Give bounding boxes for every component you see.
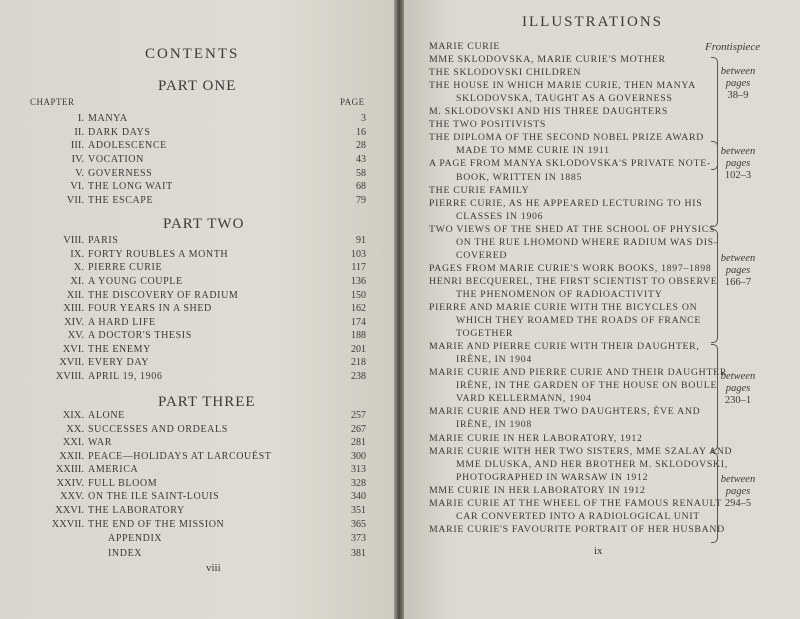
illustration-line: MARIE CURIE IN HER LABORATORY, 1912 [429, 432, 643, 444]
chapter-column-label: CHAPTER [30, 97, 75, 107]
between-pages-word: between [720, 146, 756, 157]
illustration-line: PHOTOGRAPHED IN WARSAW IN 1912 [456, 471, 649, 483]
contents-row [0, 505, 394, 518]
between-pages-label [714, 253, 762, 289]
page-range: 166–7 [724, 277, 752, 288]
page-range: 230–1 [724, 395, 752, 406]
contents-row [0, 357, 394, 370]
chapter-page: 79 [356, 195, 366, 206]
illustration-line: MARIE CURIE AT THE WHEEL OF THE FAMOUS RENAULT [429, 497, 722, 509]
chapter-page: 373 [351, 533, 366, 544]
chapter-number: VII. [66, 195, 84, 206]
illustration-line: MADE TO MME CURIE IN 1911 [456, 145, 610, 157]
chapter-page: 117 [351, 262, 366, 273]
book-gutter [394, 0, 404, 619]
contents-row [0, 410, 394, 423]
illustration-line: CAR CONVERTED INTO A RADIOLOGICAL UNIT [456, 510, 700, 522]
illustration-line: M. SKLODOVSKI AND HIS THREE DAUGHTERS [429, 106, 669, 118]
chapter-page: 351 [351, 505, 366, 516]
part-three-heading: PART THREE [158, 394, 256, 410]
contents-row [0, 262, 394, 275]
chapter-number: XXII. [59, 451, 84, 462]
illustration-line: VARD KELLERMANN, 1904 [456, 393, 592, 405]
part-one-heading: PART ONE [158, 78, 237, 94]
chapter-title: THE LONG WAIT [88, 181, 173, 192]
chapter-page: 201 [351, 344, 366, 355]
chapter-page: 16 [356, 127, 366, 138]
page-column-label: PAGE [340, 97, 365, 107]
frontispiece-label: Frontispiece [705, 41, 761, 53]
page-range: 294–5 [724, 498, 752, 509]
between-pages-word: between [720, 371, 756, 382]
chapter-number: XXI. [62, 437, 84, 448]
illustration-line: A PAGE FROM MANYA SKLODOVSKA'S PRIVATE NOTE- [429, 158, 711, 170]
illustration-line: THE CURIE FAMILY [429, 184, 530, 196]
illustration-line: SKLODOVSKA, TAUGHT AS A GOVERNESS [456, 93, 673, 105]
chapter-title: PARIS [88, 235, 119, 246]
illustrations-heading: ILLUSTRATIONS [522, 14, 663, 30]
illustration-line: MARIE CURIE [429, 41, 501, 52]
contents-row [0, 548, 394, 561]
chapter-number: XXIV. [56, 478, 84, 489]
illustration-line: WHICH THEY ROAMED THE ROADS OF FRANCE [456, 315, 702, 327]
illustration-line: PAGES FROM MARIE CURIE'S WORK BOOKS, 1897–1898 [429, 262, 712, 274]
illustration-line: MARIE AND PIERRE CURIE WITH THEIR DAUGHTER, [429, 341, 700, 353]
contents-row [0, 127, 394, 140]
chapter-title: MANYA [88, 113, 128, 124]
chapter-number: XIX. [62, 410, 84, 421]
chapter-number: VIII. [63, 235, 84, 246]
page-number-left: viii [206, 562, 221, 574]
illustration-line: ON THE RUE LHOMOND WHERE RADIUM WAS DIS- [456, 236, 718, 248]
contents-row [0, 344, 394, 357]
chapter-title: AMERICA [88, 464, 139, 475]
chapter-title: FULL BLOOM [88, 478, 158, 489]
between-pages-word: between [720, 66, 756, 77]
illustration-line: THE DIPLOMA OF THE SECOND NOBEL PRIZE AWARD [429, 132, 705, 144]
chapter-number: X. [73, 262, 84, 273]
chapter-page: 162 [351, 303, 366, 314]
chapter-title: PIERRE CURIE [88, 262, 163, 273]
chapter-page: 103 [351, 249, 366, 260]
contents-row [0, 154, 394, 167]
illustration-line: IRÈNE, IN 1908 [456, 419, 532, 431]
illustration-line: MME DLUSKA, AND HER BROTHER M. SKLODOVSKI, [456, 458, 728, 470]
chapter-number: I. [77, 113, 84, 124]
illustration-line: CLASSES IN 1906 [456, 210, 544, 222]
illustration-line: MARIE CURIE AND PIERRE CURIE AND THEIR DAUGHTER [429, 367, 728, 379]
chapter-title: A DOCTOR'S THESIS [88, 330, 192, 341]
chapter-title: PEACE—HOLIDAYS AT LARCOUËST [88, 451, 272, 462]
chapter-title: WAR [88, 437, 113, 448]
left-page-contents [0, 0, 394, 619]
chapter-title: DARK DAYS [88, 127, 151, 138]
contents-row [0, 140, 394, 153]
illustration-line: THE PHENOMENON OF RADIOACTIVITY [456, 288, 663, 300]
chapter-page: 43 [356, 154, 366, 165]
contents-row [0, 181, 394, 194]
contents-row [0, 478, 394, 491]
illustration-line: THE HOUSE IN WHICH MARIE CURIE, THEN MANYA [429, 80, 696, 92]
chapter-number: IX. [70, 249, 84, 260]
contents-row [0, 276, 394, 289]
chapter-number: II. [74, 127, 84, 138]
contents-row [0, 491, 394, 504]
between-pages-word: pages [725, 486, 751, 497]
contents-row [0, 330, 394, 343]
contents-row [0, 317, 394, 330]
illustration-line: MME CURIE IN HER LABORATORY IN 1912 [429, 484, 646, 496]
chapter-page: 313 [351, 464, 366, 475]
illustration-line: TWO VIEWS OF THE SHED AT THE SCHOOL OF PHYSICS [429, 223, 716, 235]
chapter-number: III. [70, 140, 84, 151]
chapter-title: INDEX [108, 548, 143, 559]
contents-row [0, 235, 394, 248]
between-pages-label [714, 474, 762, 510]
chapter-title: APRIL 19, 1906 [88, 371, 163, 382]
between-pages-word: pages [725, 158, 751, 169]
chapter-page: 218 [351, 357, 366, 368]
chapter-number: XVIII. [55, 371, 84, 382]
chapter-page: 3 [361, 113, 366, 124]
chapter-title: THE LABORATORY [88, 505, 185, 516]
chapter-page: 91 [356, 235, 366, 246]
chapter-number: XI. [70, 276, 84, 287]
chapter-page: 300 [351, 451, 366, 462]
chapter-page: 150 [351, 290, 366, 301]
chapter-title: GOVERNESS [88, 168, 153, 179]
chapter-title: THE ESCAPE [88, 195, 154, 206]
illustration-line: MARIE CURIE'S FAVOURITE PORTRAIT OF HER HUSBAND [429, 523, 725, 535]
chapter-title: ON THE ILE SAINT-LOUIS [88, 491, 220, 502]
contents-row [0, 451, 394, 464]
chapter-title: A HARD LIFE [88, 317, 156, 328]
contents-row [0, 519, 394, 532]
contents-row [0, 113, 394, 126]
chapter-page: 68 [356, 181, 366, 192]
chapter-number: XVI. [62, 344, 84, 355]
illustration-line: HENRI BECQUEREL, THE FIRST SCIENTIST TO OBSERVE [429, 275, 718, 287]
contents-row [0, 533, 394, 546]
chapter-title: APPENDIX [108, 533, 163, 544]
page-number-right: ix [594, 545, 603, 557]
chapter-title: ADOLESCENCE [88, 140, 167, 151]
chapter-number: XXV. [59, 491, 84, 502]
chapter-page: 58 [356, 168, 366, 179]
between-pages-word: pages [725, 383, 751, 394]
chapter-title: THE ENEMY [88, 344, 151, 355]
chapter-title: SUCCESSES AND ORDEALS [88, 424, 228, 435]
illustration-line: THE SKLODOVSKI CHILDREN [429, 67, 582, 79]
contents-row [0, 249, 394, 262]
chapter-title: THE DISCOVERY OF RADIUM [88, 290, 239, 301]
chapter-number: XXVI. [55, 505, 84, 516]
illustration-line: PIERRE AND MARIE CURIE WITH THE BICYCLES ON [429, 302, 698, 313]
contents-row [0, 168, 394, 181]
chapter-title: FOUR YEARS IN A SHED [88, 303, 212, 314]
contents-heading: CONTENTS [145, 46, 240, 62]
chapter-title: FORTY ROUBLES A MONTH [88, 249, 229, 260]
contents-row [0, 437, 394, 450]
chapter-page: 267 [351, 424, 366, 435]
contents-row [0, 371, 394, 384]
contents-row [0, 303, 394, 316]
illustration-line: TOGETHER [456, 328, 514, 340]
chapter-page: 257 [351, 410, 366, 421]
illustration-line: MARIE CURIE WITH HER TWO SISTERS, MME SZALAY AND [429, 445, 733, 457]
chapter-number: XIII. [63, 303, 84, 314]
between-pages-label [714, 66, 762, 102]
illustration-line: IRÈNE, IN 1904 [456, 354, 532, 366]
chapter-number: XV. [67, 330, 84, 341]
chapter-title: EVERY DAY [88, 357, 150, 368]
contents-row [0, 195, 394, 208]
illustration-line: IRÈNE, IN THE GARDEN OF THE HOUSE ON BOULE [456, 380, 718, 392]
between-pages-label [714, 371, 762, 407]
chapter-page: 281 [351, 437, 366, 448]
chapter-page: 365 [351, 519, 366, 530]
chapter-title: A YOUNG COUPLE [88, 276, 183, 287]
chapter-title: VOCATION [88, 154, 144, 165]
page-range: 38–9 [727, 90, 749, 101]
chapter-page: 136 [351, 276, 366, 287]
chapter-page: 174 [351, 317, 366, 328]
chapter-number: XVII. [59, 357, 84, 368]
chapter-number: XX. [66, 424, 84, 435]
chapter-number: IV. [71, 154, 84, 165]
illustration-line: MME SKLODOVSKA, MARIE CURIE'S MOTHER [429, 54, 666, 66]
illustration-line: THE TWO POSITIVISTS [429, 119, 547, 131]
between-pages-word: between [720, 474, 756, 485]
chapter-number: V. [75, 168, 84, 179]
chapter-number: VI. [70, 181, 84, 192]
illustration-line: MARIE CURIE AND HER TWO DAUGHTERS, ÈVE AND [429, 406, 701, 418]
chapter-page: 238 [351, 371, 366, 382]
contents-row [0, 424, 394, 437]
chapter-title: THE END OF THE MISSION [88, 519, 225, 530]
chapter-page: 328 [351, 478, 366, 489]
between-pages-label [714, 146, 762, 182]
illustration-line: COVERED [456, 249, 508, 261]
between-pages-word: pages [725, 265, 751, 276]
chapter-title: ALONE [88, 410, 125, 421]
between-pages-word: pages [725, 78, 751, 89]
chapter-number: XIV. [64, 317, 84, 328]
illustration-line: BOOK, WRITTEN IN 1885 [456, 171, 583, 183]
illustration-line: PIERRE CURIE, AS HE APPEARED LECTURING TO HIS [429, 197, 703, 209]
chapter-page: 28 [356, 140, 366, 151]
chapter-number: XII. [66, 290, 84, 301]
part-two-heading: PART TWO [163, 216, 245, 232]
between-pages-word: between [720, 253, 756, 264]
chapter-number: XXIII. [55, 464, 84, 475]
chapter-page: 188 [351, 330, 366, 341]
chapter-page: 340 [351, 491, 366, 502]
chapter-page: 381 [351, 548, 366, 559]
chapter-number: XXVII. [51, 519, 84, 530]
contents-row [0, 290, 394, 303]
page-range: 102–3 [724, 170, 752, 181]
contents-row [0, 464, 394, 477]
